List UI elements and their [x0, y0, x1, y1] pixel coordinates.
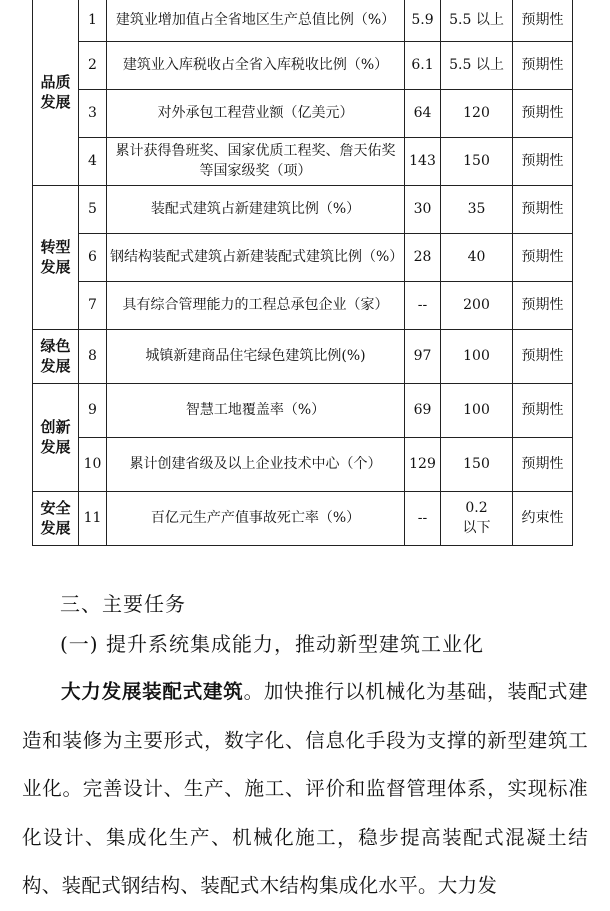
- table-row: [33, 383, 573, 437]
- indicator-attribute: 预期性: [513, 89, 573, 137]
- category-safety: 安全 发展: [33, 491, 79, 545]
- indicator-name: 对外承包工程营业额（亿美元）: [107, 89, 405, 137]
- target-value: 5.5 以上: [441, 41, 513, 89]
- indicator-name: 建筑业增加值占全省地区生产总值比例（%）: [107, 0, 405, 41]
- target-value: 100: [441, 329, 513, 383]
- indicator-name: 累计创建省级及以上企业技术中心（个）: [107, 437, 405, 491]
- indicator-attribute: 预期性: [513, 41, 573, 89]
- indicator-attribute: 预期性: [513, 137, 573, 185]
- category-innovation: 创新 发展: [33, 383, 79, 491]
- indicator-name: 具有综合管理能力的工程总承包企业（家）: [107, 281, 405, 329]
- indicator-attribute: 预期性: [513, 0, 573, 41]
- indicator-name: 建筑业入库税收占全省入库税收比例（%）: [107, 41, 405, 89]
- body-paragraph: [22, 668, 588, 911]
- table-row: [33, 491, 573, 545]
- row-number: 2: [79, 41, 107, 89]
- current-value: 30: [405, 185, 441, 233]
- table-row: [33, 0, 573, 41]
- current-value: 6.1: [405, 41, 441, 89]
- paragraph-lead: 大力发展装配式建筑: [61, 680, 244, 703]
- current-value: 69: [405, 383, 441, 437]
- table-row: [33, 185, 573, 233]
- indicator-attribute: 预期性: [513, 437, 573, 491]
- target-value: 200: [441, 281, 513, 329]
- indicator-table: [32, 0, 573, 546]
- row-number: 4: [79, 137, 107, 185]
- section-heading: 三、主要任务: [60, 592, 186, 616]
- table-row: [33, 281, 573, 329]
- target-value: 5.5 以上: [441, 0, 513, 41]
- row-number: 7: [79, 281, 107, 329]
- row-number: 6: [79, 233, 107, 281]
- paragraph-text: 。加快推行以机械化为基础，装配式建造和装修为主要形式，数字化、信息化手段为支撑的新型建筑工业化。完善设计、生产、施工、评价和监督管理体系，实现标准化设计、集成化生产、机械化施工，稳步提高装配式混凝土结构、装配式钢结构、装配式木结构集成化水平。大力发: [22, 680, 588, 897]
- current-value: 143: [405, 137, 441, 185]
- indicator-attribute: 预期性: [513, 281, 573, 329]
- table-row: [33, 89, 573, 137]
- indicator-attribute: 约束性: [513, 491, 573, 545]
- row-number: 1: [79, 0, 107, 41]
- table-row: [33, 329, 573, 383]
- indicator-attribute: 预期性: [513, 329, 573, 383]
- indicator-name: 累计获得鲁班奖、国家优质工程奖、詹天佑奖等国家级奖（项）: [107, 137, 405, 185]
- indicator-name: 城镇新建商品住宅绿色建筑比例(%): [107, 329, 405, 383]
- row-number: 10: [79, 437, 107, 491]
- indicator-name: 钢结构装配式建筑占新建装配式建筑比例（%）: [107, 233, 405, 281]
- current-value: 5.9: [405, 0, 441, 41]
- row-number: 11: [79, 491, 107, 545]
- category-quality: 品质 发展: [33, 0, 79, 185]
- indicator-attribute: 预期性: [513, 233, 573, 281]
- indicator-attribute: 预期性: [513, 383, 573, 437]
- current-value: --: [405, 281, 441, 329]
- target-value: 40: [441, 233, 513, 281]
- target-value: 100: [441, 383, 513, 437]
- row-number: 5: [79, 185, 107, 233]
- target-value: 150: [441, 437, 513, 491]
- table-row: [33, 137, 573, 185]
- section-subheading: (一) 提升系统集成能力，推动新型建筑工业化: [60, 632, 484, 656]
- table-row: [33, 233, 573, 281]
- indicator-name: 百亿元生产产值事故死亡率（%）: [107, 491, 405, 545]
- current-value: --: [405, 491, 441, 545]
- target-value: 120: [441, 89, 513, 137]
- indicator-name: 装配式建筑占新建建筑比例（%）: [107, 185, 405, 233]
- category-transformation: 转型 发展: [33, 185, 79, 329]
- current-value: 97: [405, 329, 441, 383]
- target-value: 0.2 以下: [441, 491, 513, 545]
- row-number: 3: [79, 89, 107, 137]
- row-number: 8: [79, 329, 107, 383]
- category-green: 绿色 发展: [33, 329, 79, 383]
- target-value: 150: [441, 137, 513, 185]
- table-row: [33, 41, 573, 89]
- current-value: 64: [405, 89, 441, 137]
- table-row: [33, 437, 573, 491]
- current-value: 129: [405, 437, 441, 491]
- indicator-attribute: 预期性: [513, 185, 573, 233]
- row-number: 9: [79, 383, 107, 437]
- current-value: 28: [405, 233, 441, 281]
- indicator-name: 智慧工地覆盖率（%）: [107, 383, 405, 437]
- target-value: 35: [441, 185, 513, 233]
